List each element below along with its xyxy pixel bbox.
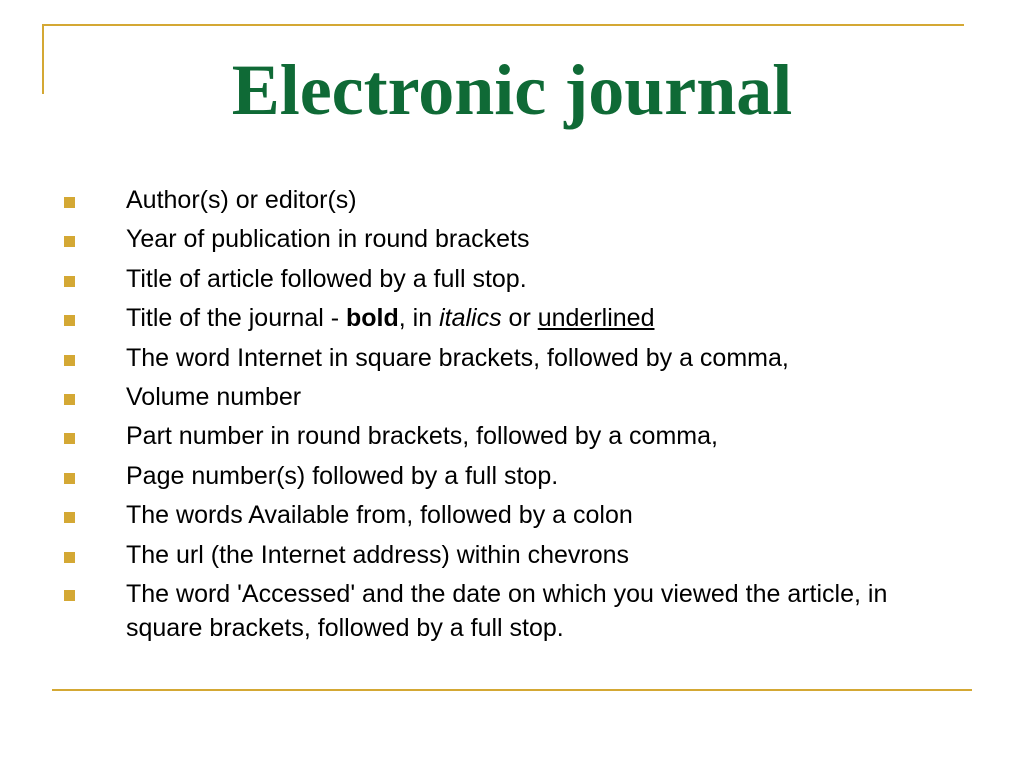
bullet-text-part: , in (398, 304, 440, 333)
bullet-item-journal-title (0, 299, 1024, 338)
bullet-item-volume (0, 378, 1024, 417)
bullet-text: The url (the Internet address) within chevrons (126, 540, 630, 569)
bullet-item-article-title (0, 260, 1024, 299)
bullet-text: The word Internet in square brackets, followed by a comma, (126, 343, 789, 372)
square-bullet-icon (64, 433, 75, 444)
square-bullet-icon (64, 197, 75, 208)
italics-example: italics (439, 304, 502, 333)
bullet-text: The word 'Accessed' and the date on which you viewed the article, in square brackets, followed by a full stop. (126, 580, 888, 643)
bullet-list (0, 181, 1024, 645)
square-bullet-icon (64, 512, 75, 523)
slide-title: Electronic journal (231, 50, 793, 130)
square-bullet-icon (64, 355, 75, 366)
bullet-item-page-number (0, 457, 1024, 496)
bullet-item-url (0, 536, 1024, 575)
bullet-item-part-number (0, 417, 1024, 456)
square-bullet-icon (64, 590, 75, 601)
bullet-text: Page number(s) followed by a full stop. (126, 461, 559, 490)
frame-bottom-line (52, 689, 972, 691)
bullet-text: Year of publication in round brackets (126, 225, 530, 254)
bullet-item-available-from (0, 496, 1024, 535)
bullet-item-authors (0, 181, 1024, 220)
bullet-item-year (0, 220, 1024, 259)
square-bullet-icon (64, 552, 75, 563)
bullet-text-part: Title of the journal - (126, 304, 347, 333)
bullet-text-part: or (501, 304, 538, 333)
square-bullet-icon (64, 236, 75, 247)
bullet-text: Volume number (126, 383, 302, 412)
bullet-text: Part number in round brackets, followed by a comma, (126, 422, 718, 451)
underlined-example: underlined (537, 304, 655, 333)
square-bullet-icon (64, 315, 75, 326)
bullet-item-internet (0, 339, 1024, 378)
bold-example: bold (346, 304, 399, 333)
square-bullet-icon (64, 394, 75, 405)
square-bullet-icon (64, 473, 75, 484)
square-bullet-icon (64, 276, 75, 287)
frame-top-line (42, 24, 964, 26)
bullet-item-accessed (0, 575, 1024, 645)
bullet-text: Title of article followed by a full stop. (126, 264, 527, 293)
bullet-text: The words Available from, followed by a colon (126, 501, 633, 530)
bullet-text: Author(s) or editor(s) (126, 186, 357, 214)
